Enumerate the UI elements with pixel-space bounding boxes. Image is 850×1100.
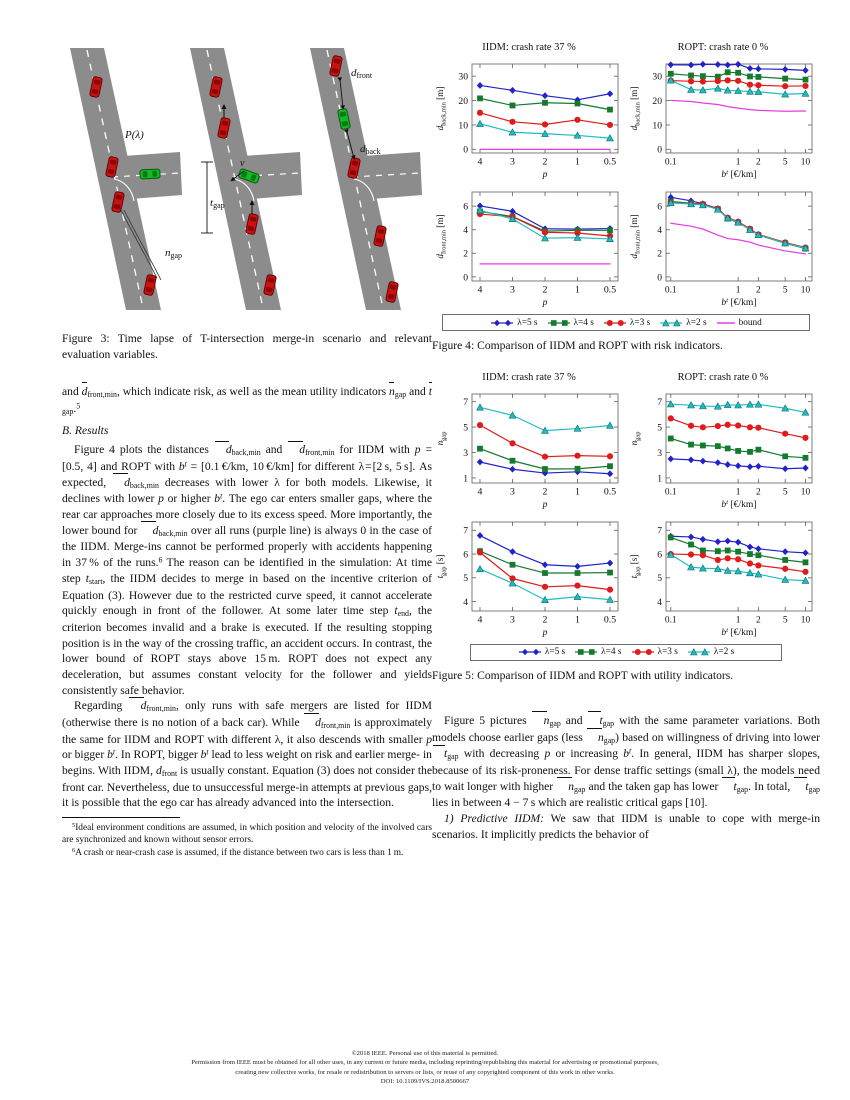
label-p-lambda: P(λ) — [125, 129, 144, 141]
figure4-caption: Figure 4: Comparison of IIDM and ROPT with risk indicators. — [432, 339, 723, 352]
svg-text:7: 7 — [463, 525, 468, 537]
footnote-5: $^5$Ideal environment conditions are assumed, in which position and velocity of the involved cars are synchronized and known without sensor errors. — [62, 822, 432, 846]
svg-text:5: 5 — [782, 285, 788, 296]
svg-text:2: 2 — [657, 248, 662, 260]
svg-text:5: 5 — [657, 572, 662, 584]
svg-text:t̄gap [s]: $t_{̄gap}$ [s] — [629, 554, 642, 578]
svg-text:0.1: 0.1 — [664, 157, 677, 168]
figure5-iidm-title: IIDM: crash rate 37 % — [482, 371, 576, 383]
label-v: v — [240, 158, 245, 169]
svg-text:1: 1 — [735, 487, 741, 498]
svg-text:5: 5 — [782, 615, 788, 626]
legend5-item-lambda3 — [631, 647, 678, 657]
figure5-row1 — [432, 370, 820, 641]
legend-marker-diamond — [490, 318, 514, 328]
legend-label-lambda4: λ=4 s — [573, 317, 594, 328]
footer-line-3: creating new collective works, for resale or redistribution to servers or lists, or reuse of any copyrighted component of this work in other works. — [235, 1068, 615, 1076]
legend-item-bound — [716, 318, 762, 328]
svg-text:1: 1 — [657, 472, 662, 484]
svg-text:bt [€/km]: $b^t$ [€/km] — [721, 498, 757, 510]
legend-label-lambda3: λ=3 s — [629, 317, 651, 328]
svg-text:d̄back,min [m]: $d_{̄back,min}$ [m] — [629, 86, 642, 131]
svg-text:3: 3 — [510, 284, 515, 296]
copyright-footer — [0, 1049, 850, 1087]
chart-fig4-ropt-dback — [626, 55, 820, 183]
legend-item-lambda2 — [659, 318, 706, 328]
svg-text:4: 4 — [463, 225, 468, 237]
legend5-label-lambda5: λ=5 s — [544, 647, 566, 658]
svg-text:bt [€/km]: $b^t$ [€/km] — [721, 626, 757, 638]
figure4-ropt-title: ROPT: crash rate 0 % — [677, 42, 769, 53]
label-n-gap: ngap — [165, 247, 183, 260]
svg-text:1: 1 — [735, 615, 741, 626]
svg-text:1: 1 — [575, 284, 580, 296]
footnote-6: $^6$A crash or near-crash case is assumed, if the distance between two cars is less than 1 m. — [72, 846, 404, 858]
t-intersection-diagram — [62, 40, 430, 325]
figure4-legend — [442, 314, 810, 331]
svg-text:0: 0 — [463, 144, 468, 156]
para-predictive-iidm: 1) Predictive IIDM: We saw that IIDM is unable to cope with merge-in scenarios. It implicitly predicts the behavior of — [432, 812, 821, 841]
chart-fig4-iidm-dback — [432, 55, 626, 183]
svg-text:0.1: 0.1 — [664, 487, 677, 498]
footer-line-1: ©2018 IEEE. Personal use of this material is permitted. — [351, 1049, 499, 1057]
svg-text:p: p — [542, 498, 548, 510]
legend5-label-lambda2: λ=2 s — [713, 647, 735, 658]
svg-text:30: 30 — [458, 71, 468, 83]
svg-text:20: 20 — [652, 95, 662, 107]
svg-text:4: 4 — [463, 596, 468, 608]
svg-text:3: 3 — [510, 486, 515, 498]
svg-text:0: 0 — [463, 272, 468, 284]
svg-text:4: 4 — [477, 284, 483, 296]
para-results-2: Regarding $d_{front,min}$, only runs with safe mergers are listed for IIDM (otherwise there is no notion of a back car). While $d_{front,min}$ is approximately the same for IIDM and ROPT with different λ, it also descends with smaller p or bigger $b^t$. In ROPT, bigger $b^t$ lead to less weight on risk and earlier merge- in begins. With IIDM, $d_{front}$ is usually constant. Equation (3) does not consider the front car. Nevertheless, due to unsuccessful merge-in attempts at previous gaps, it is possible that the ego car has already advanced into the intersection. — [62, 699, 432, 810]
legend5-item-lambda2 — [687, 647, 734, 657]
svg-text:3: 3 — [510, 614, 515, 626]
svg-text:5: 5 — [463, 572, 468, 584]
panel-1 — [70, 48, 182, 310]
svg-text:4: 4 — [477, 486, 483, 498]
svg-text:6: 6 — [657, 548, 662, 560]
label-d-back: dback — [360, 143, 381, 156]
svg-text:30: 30 — [652, 71, 662, 83]
figure4-iidm-title: IIDM: crash rate 37 % — [482, 42, 576, 53]
chart-fig5-ropt-tgap — [626, 513, 820, 641]
legend-label-lambda2: λ=2 s — [686, 317, 707, 328]
legend-marker-circle — [603, 318, 627, 328]
svg-text:3: 3 — [510, 156, 515, 168]
svg-text:4: 4 — [657, 225, 662, 237]
svg-text:2: 2 — [542, 486, 548, 498]
svg-text:0.5: 0.5 — [603, 486, 617, 498]
svg-text:p: p — [542, 297, 548, 308]
svg-text:0: 0 — [657, 272, 662, 284]
para-results-1: Figure 4 plots the distances $d_{back,min}$ and $d_{front,min}$ for IIDM with p = [0.5, 4] and ROPT with $b^t = [0.1$ €/km, 10 €/km] for different λ = [2 s, 5 s]. As expected, $d_{back,min}$ decreases with lower λ for both models. Likewise, it declines with lower p or higher $b^t$. The ego car enters smaller gaps, where the rear car approaches more closely due to its excess speed. More importantly, the lower bound for $d_{back,min}$ over all runs (purple line) is always 0 in the case of the IIDM. Merge-ins cannot be performed properly with accidents happening in 37 % of the runs.$^6$ The reason can be identified in the simulation: At time step $t_{start}$, the IIDM decides to merge in based on the incentive criterion of Equation (3). However due to the restricted curve speed, it cannot accelerate quickly enough in front of the follower. At some later time step $t_{end}$, the criterion becomes invalid and a brake is executed. If the resulting stopping position is in the way of the crossing traffic, an accident occurs. In contrast, the lower bound of ROPT stays above 15 m. ROPT does not expect any deceleration, but assumes constant velocity for the follower and yields consistently safe behavior. — [62, 443, 433, 697]
legend-marker-diamond — [518, 647, 542, 657]
svg-text:1: 1 — [575, 614, 580, 626]
figure5-ropt-title: ROPT: crash rate 0 % — [677, 371, 769, 383]
chart-fig5-ropt-ngap — [626, 385, 820, 513]
svg-text:1: 1 — [735, 285, 741, 296]
svg-text:10: 10 — [800, 487, 811, 498]
svg-text:0.5: 0.5 — [603, 614, 617, 626]
figure4-row1 — [432, 40, 820, 311]
svg-text:0.1: 0.1 — [664, 615, 677, 626]
svg-text:10: 10 — [458, 120, 468, 132]
legend-item-lambda5 — [490, 318, 537, 328]
svg-text:1: 1 — [575, 486, 580, 498]
legend-item-lambda3 — [603, 318, 650, 328]
svg-text:5: 5 — [782, 487, 788, 498]
chart-fig4-iidm-dfront — [432, 183, 626, 311]
para-figure5-discussion: Figure 5 pictures $n_{gap}$ and $t_{gap}$ with the same parameter variations. Both models choose earlier gaps (less $n_{gap}$) based on willingness of driving into lower $t_{gap}$ with decreasing p or increasing $b^t$. In general, IIDM has sharper slopes, because of its risk-proneness. For dense traffic settings (small λ), the models need to wait longer with higher $n_{gap}$ and the taken gap has lower $t_{gap}$. In total, $t_{gap}$ lies in between 4 − 7 s which are realistic critical gaps [10]. — [432, 714, 820, 810]
footnote-rule — [62, 817, 180, 818]
label-d-front: dfront — [351, 67, 373, 80]
svg-text:0.5: 0.5 — [603, 156, 617, 168]
svg-text:n̄gap: $n_{̄gap}$ — [435, 431, 448, 445]
svg-text:n̄gap: $n_{̄gap}$ — [629, 431, 642, 445]
svg-text:p: p — [542, 626, 548, 638]
figure5-block — [432, 370, 820, 684]
svg-text:p: p — [542, 169, 548, 180]
svg-text:0.5: 0.5 — [603, 284, 617, 296]
figure3-caption-prefix: Figure 3: — [62, 332, 110, 345]
figure3-illustration — [62, 40, 430, 325]
legend-marker-triangle — [687, 647, 711, 657]
legend-label-lambda5: λ=5 s — [517, 317, 538, 328]
right-column — [432, 40, 820, 843]
svg-text:0: 0 — [657, 144, 662, 156]
legend5-label-lambda4: λ=4 s — [601, 647, 622, 658]
legend5-item-lambda4 — [574, 647, 621, 657]
svg-text:10: 10 — [800, 285, 811, 296]
svg-text:bt [€/km]: $b^t$ [€/km] — [721, 168, 757, 180]
svg-text:3: 3 — [657, 447, 662, 459]
panel-2 — [190, 48, 302, 310]
para-continued: and $d_{front,min}$, which indicate risk, as well as the mean utility indicators $n_{gap}$ and $t_{gap}.^5$ — [62, 385, 432, 416]
figure3-caption: Figure 3: Time lapse of T-intersection merge-in scenario and relevant evaluation variables. — [62, 332, 432, 361]
legend-marker-square — [574, 647, 598, 657]
left-column — [62, 40, 432, 859]
svg-text:4: 4 — [477, 614, 483, 626]
svg-text:10: 10 — [800, 157, 811, 168]
svg-text:d̄back,min [m]: $d_{̄back,min}$ [m] — [435, 86, 448, 131]
svg-text:1: 1 — [735, 157, 741, 168]
svg-text:4: 4 — [657, 596, 662, 608]
svg-text:6: 6 — [463, 201, 468, 213]
svg-text:20: 20 — [458, 95, 468, 107]
legend5-item-lambda5 — [518, 647, 565, 657]
svg-text:7: 7 — [463, 396, 468, 408]
svg-text:bt [€/km]: $b^t$ [€/km] — [721, 296, 757, 308]
svg-text:5: 5 — [463, 421, 468, 433]
figure5-caption: Figure 5: Comparison of IIDM and ROPT with utility indicators. — [432, 668, 734, 682]
svg-text:2: 2 — [542, 614, 548, 626]
footer-line-2: Permission from IEEE must be obtained for all other uses, in any current or future media, including reprinting/republishing this material for advertising or promotional purposes, — [191, 1059, 659, 1067]
svg-text:2: 2 — [756, 285, 761, 296]
chart-fig5-iidm-ngap — [432, 385, 626, 513]
label-t-gap: tgap — [210, 197, 225, 210]
legend-item-lambda4 — [547, 318, 594, 328]
figure5-legend — [470, 644, 782, 661]
footer-line-4: DOI: 10.1109/IVS.2018.8500667 — [380, 1078, 470, 1086]
svg-text:d̄front,min [m]: $d_{̄front,min}$ [m] — [435, 214, 448, 259]
legend-marker-line — [716, 318, 736, 328]
svg-text:5: 5 — [657, 421, 662, 433]
svg-text:d̄front,min [m]: $d_{̄front,min}$ [m] — [629, 214, 642, 259]
section-heading-results: B. Results — [62, 424, 109, 438]
panel-3 — [310, 48, 422, 310]
chart-fig5-iidm-tgap — [432, 513, 626, 641]
svg-text:2: 2 — [463, 248, 468, 260]
svg-text:6: 6 — [657, 201, 662, 213]
svg-text:1: 1 — [463, 472, 468, 484]
svg-text:5: 5 — [782, 157, 788, 168]
svg-text:2: 2 — [542, 284, 548, 296]
svg-text:1: 1 — [575, 156, 580, 168]
svg-text:4: 4 — [477, 156, 483, 168]
legend-label-bound: bound — [738, 317, 762, 328]
svg-text:6: 6 — [463, 548, 468, 560]
svg-text:10: 10 — [652, 120, 662, 132]
svg-text:2: 2 — [756, 487, 761, 498]
svg-text:2: 2 — [756, 157, 761, 168]
svg-text:t̄gap [s]: $t_{̄gap}$ [s] — [435, 554, 448, 578]
legend-marker-triangle — [659, 318, 683, 328]
svg-text:3: 3 — [463, 447, 468, 459]
legend-marker-square — [547, 318, 571, 328]
legend-marker-circle — [631, 647, 655, 657]
svg-text:0.1: 0.1 — [664, 285, 677, 296]
chart-fig4-ropt-dfront — [626, 183, 820, 311]
figure4-block — [432, 40, 820, 354]
svg-text:7: 7 — [657, 396, 662, 408]
svg-text:2: 2 — [542, 156, 548, 168]
legend5-label-lambda3: λ=3 s — [657, 647, 678, 658]
svg-text:2: 2 — [756, 615, 761, 626]
svg-text:10: 10 — [800, 615, 811, 626]
svg-text:7: 7 — [657, 525, 662, 537]
